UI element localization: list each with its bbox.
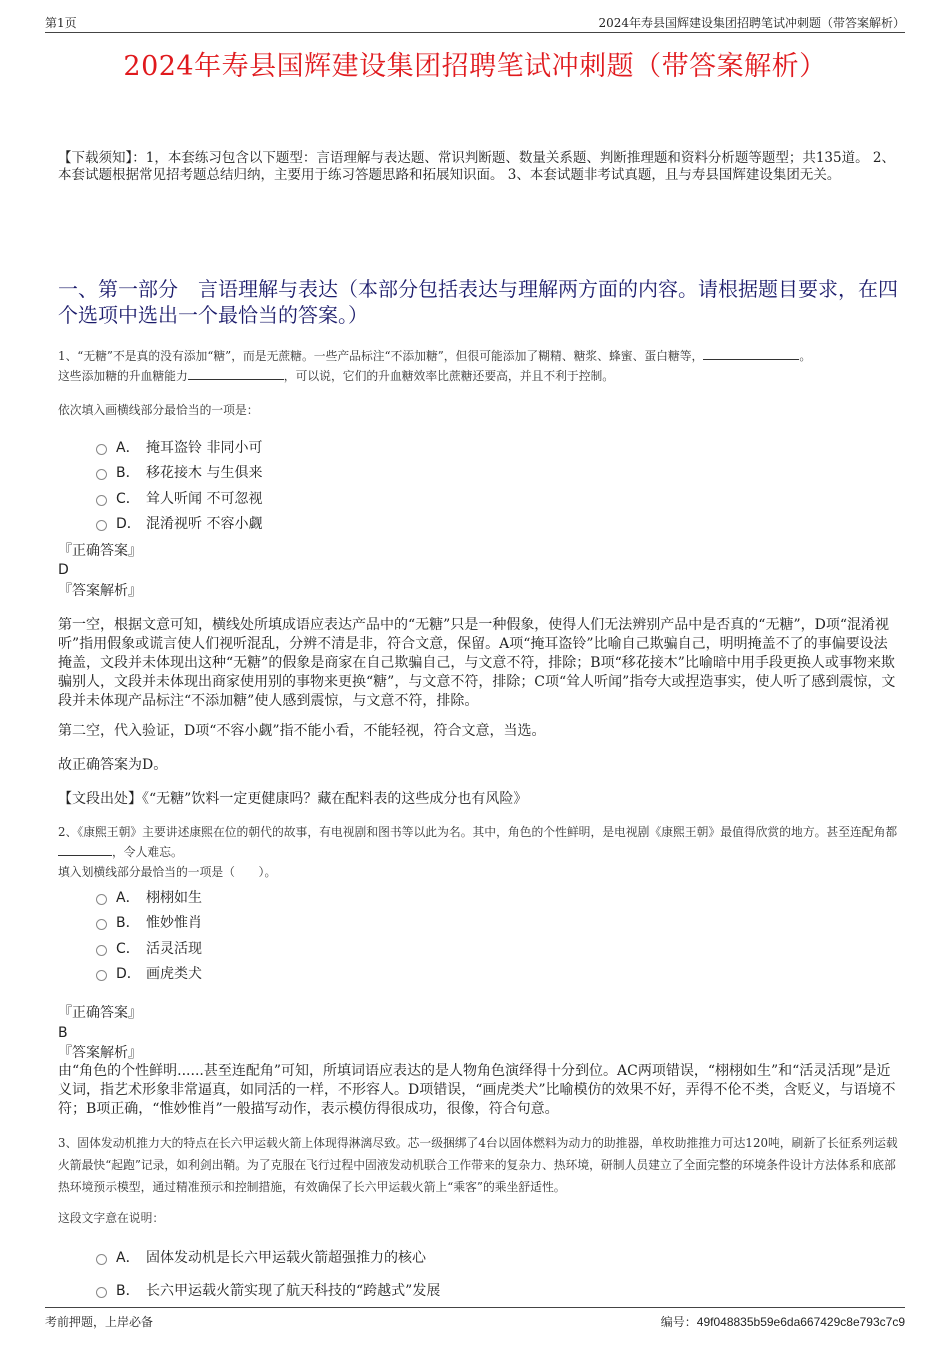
analysis-label: 『答案解析』 (58, 1045, 142, 1061)
question-2-stem: 2、《康熙王朝》主要讲述康熙在位的朝代的故事，有电视剧和图书等以此为名。其中，角色的个性鲜明，是电视剧《康熙王朝》最值得欣赏的地方。甚至连配角都，令人难忘。 (58, 825, 898, 859)
question-1-stem: 1、“无糖”不是真的没有添加“糖”，而是无蔗糖。一些产品标注“不添加糖”，但很可能添加了糊精、糖浆、蜂蜜、蛋白糖等， 。 这些添加糖的升血糖能力 ，可以说，它们的升血糖效率比蔗糖还要高，并且不利于控制。 (58, 349, 812, 383)
footer-slogan: 考前押题，上岸必备 (45, 1315, 154, 1329)
source-citation: 【文段出处】《“无糖”饮料一定更健康吗？藏在配料表的这些成分也有风险》 (58, 791, 528, 807)
answer-value: D (58, 562, 69, 578)
option-c[interactable]: C． 耸人听闻 不可忽视 (96, 485, 262, 511)
answer-label: 『正确答案』 (58, 1005, 142, 1021)
analysis-paragraph: 由“角色的个性鲜明......甚至连配角”可知，所填词语应表达的是人物角色演绎得十分到位。AC两项错误，“栩栩如生”和“活灵活现”是近义词，指艺术形象非常逼真，如同活的一样，不形容人。D项错误，“画虎类犬”比喻模仿的效果不好，弄得不伦不类，含贬义，与语境不符；B项正确，“惟妙惟肖”一般描写动作，表示模仿得很成功，很像，符合句意。 (58, 1063, 896, 1117)
option-d[interactable]: D． 混淆视听 不容小觑 (96, 511, 262, 537)
radio-button[interactable] (96, 444, 107, 455)
radio-button[interactable] (96, 1254, 107, 1265)
radio-button[interactable] (96, 919, 107, 930)
page-number: 第1页 (45, 16, 77, 30)
question-1-options (96, 434, 262, 536)
option-c[interactable]: C． 活灵活现 (96, 935, 202, 961)
analysis-conclusion: 故正确答案为D。 (58, 757, 168, 773)
radio-button[interactable] (96, 495, 107, 506)
analysis-paragraph-1: 第一空，根据文意可知，横线处所填成语应表达产品中的“无糖”只是一种假象，使得人们无法辨别产品中是否真的“无糖”，D项“混淆视听”指用假象或谎言使人们视听混乱，分辨不清是非，符合文意，保留。A项“掩耳盗铃”比喻自己欺骗自己，明明掩盖不了的事偏要设法掩盖，文段并未体现出这种“无糖”的假象是商家在自己欺骗自己，与文意不符，排除；B项“移花接木”比喻暗中用手段更换人或事物来欺骗别人，文段并未体现出商家使用别的事物来更换“糖”，与文意不符，排除；C项“耸人听闻”指夸大或捏造事实，使人听了感到震惊，文段并未体现产品标注“不添加糖”使人感到震惊，与文意不符，排除。 (58, 617, 896, 709)
option-a[interactable]: A． 掩耳盗铃 非同小可 (96, 434, 262, 460)
radio-button[interactable] (96, 970, 107, 981)
option-b[interactable]: B． 长六甲运载火箭实现了航天科技的“跨越式”发展 (96, 1273, 440, 1306)
radio-button[interactable] (96, 520, 107, 531)
download-notice: 【下载须知】：1，本套练习包含以下题型：言语理解与表达题、常识判断题、数量关系题、判断推理题和资料分析题等题型；共135道。 2、本套试题根据常见招考题总结归纳，主要用于练习答题思路和拓展知识面。 3、本套试题非考试真题，且与寿县国辉建设集团无关。 (58, 150, 895, 183)
answer-label: 『正确答案』 (58, 543, 142, 559)
question-2-options (96, 884, 202, 986)
radio-button[interactable] (96, 945, 107, 956)
page-header (45, 14, 905, 33)
question-3-options (96, 1240, 440, 1306)
blank-1 (58, 843, 112, 856)
radio-button[interactable] (96, 469, 107, 480)
question-2-prompt: 填入划横线部分最恰当的一项是（ ）。 (58, 865, 277, 879)
radio-button[interactable] (96, 1287, 107, 1298)
analysis-label: 『答案解析』 (58, 583, 142, 599)
radio-button[interactable] (96, 894, 107, 905)
option-b[interactable]: B． 惟妙惟肖 (96, 910, 202, 936)
option-b[interactable]: B． 移花接木 与生俱来 (96, 460, 262, 486)
analysis-paragraph-2: 第二空，代入验证，D项“不容小觑”指不能小看，不能轻视，符合文意，当选。 (58, 723, 546, 739)
question-3-stem: 3、固体发动机推力大的特点在长六甲运载火箭上体现得淋漓尽致。芯一级捆绑了4台以固体燃料为动力的助推器，单枚助推推力可达120吨，刷新了长征系列运载火箭最快“起跑”记录，如利剑出鞘。为了克服在飞行过程中固液发动机联合工作带来的复杂力、热环境，研制人员建立了全面完整的环境条件设计方法体系和底部热环境预示模型，通过精准预示和控制措施，有效确保了长六甲运载火箭上“乘客”的乘坐舒适性。 (58, 1136, 898, 1194)
blank-2 (188, 367, 284, 380)
option-d[interactable]: D． 画虎类犬 (96, 961, 202, 987)
option-a[interactable]: A． 栩栩如生 (96, 884, 202, 910)
answer-value: B (58, 1025, 68, 1041)
section-heading: 一、第一部分 言语理解与表达（本部分包括表达与理解两方面的内容。请根据题目要求，在四个选项中选出一个最恰当的答案。） (58, 277, 898, 327)
page-title: 2024年寿县国辉建设集团招聘笔试冲刺题（带答案解析） (123, 51, 827, 82)
page-footer (45, 1307, 905, 1335)
footer-code: 编号：49f048835b59e6da667429c8e793c7c9 (660, 1315, 905, 1329)
question-3-prompt: 这段文字意在说明： (58, 1211, 165, 1225)
question-1-prompt: 依次填入画横线部分最恰当的一项是： (58, 403, 259, 417)
option-a[interactable]: A． 固体发动机是长六甲运载火箭超强推力的核心 (96, 1240, 440, 1273)
header-doc-title: 2024年寿县国辉建设集团招聘笔试冲刺题（带答案解析） (598, 16, 905, 30)
blank-1 (703, 347, 799, 360)
